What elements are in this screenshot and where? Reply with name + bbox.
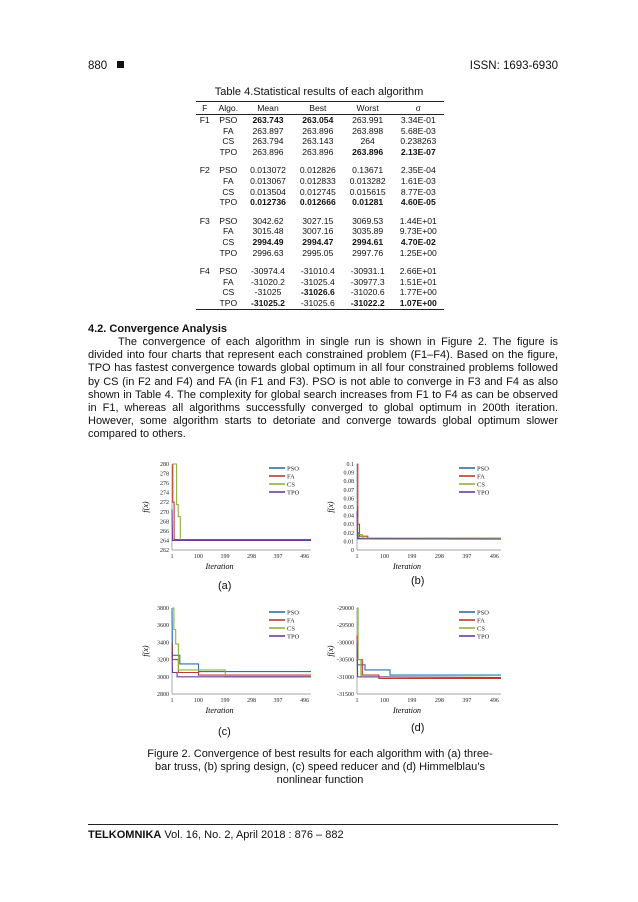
chart-d bbox=[325, 602, 505, 720]
x-axis-label: Iteration bbox=[393, 562, 421, 571]
table-cell: -30974.4 bbox=[251, 266, 285, 277]
y-tick-label: 3600 bbox=[157, 623, 169, 630]
table-cell: 3027.15 bbox=[302, 215, 334, 226]
table-cell: F3 bbox=[199, 215, 210, 226]
journal-info: Vol. 16, No. 2, April 2018 : 876 – 882 bbox=[164, 829, 344, 841]
column-header: Best bbox=[293, 102, 343, 115]
table-cell: 0.013072 bbox=[250, 165, 286, 176]
legend-label: PSO bbox=[287, 609, 299, 617]
y-tick-label: 0.06 bbox=[343, 496, 354, 503]
table-cell: -31020.6 bbox=[350, 287, 385, 298]
legend-label: PSO bbox=[477, 465, 489, 473]
y-tick-label: 268 bbox=[160, 519, 169, 526]
table-cell: 263.743 bbox=[252, 115, 284, 125]
y-tick-label: 0.09 bbox=[343, 470, 354, 477]
table-cell: 2997.76 bbox=[352, 247, 384, 258]
y-tick-label: -30000 bbox=[337, 640, 354, 647]
table-cell: 263.896 bbox=[302, 125, 334, 136]
x-tick-label: 298 bbox=[434, 698, 444, 704]
table-cell: 3035.89 bbox=[352, 226, 384, 237]
table-cell bbox=[196, 187, 214, 198]
y-tick-label: -29500 bbox=[337, 623, 354, 630]
y-tick-label: 266 bbox=[160, 528, 169, 535]
chart-c bbox=[140, 602, 315, 720]
statistics-table bbox=[196, 101, 444, 310]
table-cell: 0.013067 bbox=[250, 175, 286, 186]
x-tick-label: 1 bbox=[355, 698, 359, 704]
table-row bbox=[196, 147, 444, 158]
y-tick-label: -30500 bbox=[337, 657, 354, 664]
table-cell: 263.896 bbox=[302, 146, 334, 157]
series-line-pso bbox=[357, 507, 501, 539]
table-cell: 4.70E-02 bbox=[400, 236, 436, 247]
series-line-pso bbox=[357, 653, 501, 675]
table-cell: 3042.62 bbox=[252, 215, 284, 226]
table-cell: 2.66E+01 bbox=[399, 266, 437, 277]
table-cell: -31020.2 bbox=[251, 276, 285, 287]
table-row bbox=[196, 176, 444, 187]
series-line-cs bbox=[357, 517, 501, 538]
table-cell bbox=[196, 136, 214, 147]
table-cell: 263.794 bbox=[252, 136, 284, 147]
y-tick-label: 262 bbox=[160, 548, 169, 554]
subfigure-label-d: (d) bbox=[411, 722, 425, 734]
table-cell: FA bbox=[223, 125, 234, 136]
y-tick-label: 3000 bbox=[157, 674, 169, 681]
table-cell: -30977.3 bbox=[350, 276, 385, 287]
legend-label: PSO bbox=[287, 465, 299, 473]
legend-label: CS bbox=[477, 625, 485, 633]
chart-a bbox=[140, 458, 315, 576]
table-cell: 263.897 bbox=[252, 125, 284, 136]
table-cell: TPO bbox=[214, 298, 244, 309]
table-cell bbox=[196, 197, 214, 208]
table-cell: TPO bbox=[219, 146, 238, 157]
x-tick-label: 397 bbox=[273, 698, 283, 704]
table-cell bbox=[196, 298, 214, 309]
table-cell: 3.34E-01 bbox=[400, 115, 436, 125]
y-tick-label: -31000 bbox=[337, 674, 354, 681]
table-cell: 2.35E-04 bbox=[400, 165, 436, 176]
square-bullet-icon bbox=[117, 61, 124, 68]
table-cell: 0.01281 bbox=[352, 197, 384, 208]
table-cell: 0.238263 bbox=[400, 136, 437, 147]
figure-caption: Figure 2. Convergence of best results for each algorithm with (a) three-bar truss, (b) spring design, (c) speed reducer and (d) Himmelblau’s nonlinear function bbox=[147, 748, 493, 786]
chart-svg bbox=[325, 602, 505, 720]
x-tick-label: 199 bbox=[220, 554, 230, 560]
y-tick-label: 264 bbox=[160, 538, 169, 545]
table-cell: -31025.4 bbox=[300, 276, 335, 287]
table-cell bbox=[196, 237, 214, 248]
table-cell: 0.012826 bbox=[299, 165, 336, 176]
table-cell: 263.898 bbox=[352, 125, 384, 136]
x-tick-label: 1 bbox=[170, 698, 174, 704]
y-tick-label: 0.02 bbox=[343, 530, 354, 537]
y-tick-label: 3800 bbox=[157, 606, 169, 612]
table-cell: 2.13E-07 bbox=[400, 146, 436, 157]
table-cell: F2 bbox=[199, 165, 210, 176]
table-cell: TPO bbox=[219, 247, 238, 258]
legend-label: TPO bbox=[477, 633, 490, 641]
table-cell: 0.013504 bbox=[250, 186, 286, 197]
chart-b bbox=[325, 458, 505, 576]
table-cell: 3015.48 bbox=[252, 226, 284, 237]
y-tick-label: 0.07 bbox=[343, 487, 354, 494]
journal-name: TELKOMNIKA bbox=[88, 829, 162, 841]
page-footer bbox=[88, 824, 558, 841]
table-cell: CS bbox=[222, 136, 235, 147]
column-header: Worst bbox=[343, 102, 393, 115]
table-cell: 1.25E+00 bbox=[399, 247, 437, 258]
series-line-tpo bbox=[357, 642, 501, 677]
table-caption: Table 4.Statistical results of each algorithm bbox=[214, 86, 424, 98]
group-spacer bbox=[196, 208, 444, 216]
column-header: σ bbox=[393, 102, 444, 115]
x-tick-label: 100 bbox=[194, 698, 204, 704]
table-cell: 0.012833 bbox=[299, 175, 336, 186]
table-row bbox=[196, 226, 444, 237]
table-row bbox=[196, 248, 444, 259]
table-row bbox=[196, 277, 444, 288]
table-cell: FA bbox=[223, 175, 234, 186]
y-tick-label: 280 bbox=[160, 462, 169, 468]
table-cell: PSO bbox=[219, 115, 238, 125]
table-cell: PSO bbox=[219, 215, 238, 226]
table-cell: 0.012745 bbox=[299, 186, 336, 197]
x-axis-label: Iteration bbox=[205, 706, 234, 715]
table-cell: 4.60E-05 bbox=[400, 197, 436, 208]
table-row bbox=[196, 266, 444, 277]
y-tick-label: 276 bbox=[160, 481, 169, 488]
y-tick-label: 3400 bbox=[157, 640, 169, 647]
table-cell: CS bbox=[222, 236, 235, 247]
y-tick-label: 0.05 bbox=[343, 505, 354, 511]
y-tick-label: 0.08 bbox=[343, 479, 354, 486]
table-row bbox=[196, 298, 444, 309]
series-line-fa bbox=[357, 633, 501, 679]
x-tick-label: 100 bbox=[379, 698, 389, 704]
group-spacer bbox=[196, 258, 444, 266]
table-cell: 264 bbox=[360, 136, 375, 147]
table-cell: 0.013282 bbox=[349, 175, 386, 186]
table-row bbox=[196, 197, 444, 208]
x-tick-label: 496 bbox=[300, 698, 310, 704]
table-cell: 3007.16 bbox=[302, 226, 334, 237]
table-cell bbox=[196, 277, 214, 288]
y-tick-label: -31500 bbox=[337, 692, 354, 698]
table-cell bbox=[196, 226, 214, 237]
y-axis-label: f(x) bbox=[141, 501, 150, 513]
subfigure-label-c: (c) bbox=[218, 726, 231, 738]
column-header: Mean bbox=[243, 102, 293, 115]
table-cell: 0.012666 bbox=[299, 197, 336, 208]
x-tick-label: 298 bbox=[247, 698, 257, 704]
x-tick-label: 496 bbox=[300, 554, 310, 560]
table-cell: TPO bbox=[219, 197, 238, 208]
table-cell: 1.51E+01 bbox=[399, 276, 437, 287]
y-axis-label: f(x) bbox=[326, 501, 335, 513]
table-cell: -30931.1 bbox=[350, 266, 385, 277]
legend-label: CS bbox=[287, 625, 295, 633]
x-tick-label: 397 bbox=[462, 698, 472, 704]
table-cell bbox=[196, 287, 214, 298]
table-row bbox=[196, 216, 444, 227]
table-cell: F4 bbox=[199, 266, 210, 277]
issn: ISSN: 1693-6930 bbox=[469, 60, 558, 72]
x-tick-label: 298 bbox=[247, 554, 257, 560]
table-cell: -31025.6 bbox=[293, 298, 343, 309]
y-tick-label: 3200 bbox=[157, 657, 169, 664]
legend-label: CS bbox=[477, 481, 485, 489]
chart-svg bbox=[140, 602, 315, 720]
x-tick-label: 199 bbox=[407, 698, 417, 704]
x-tick-label: 199 bbox=[220, 698, 230, 704]
table-cell: -31010.4 bbox=[300, 266, 335, 277]
table-cell: 9.73E+00 bbox=[399, 226, 437, 237]
table-cell: 1.61E-03 bbox=[400, 175, 436, 186]
table-cell: PSO bbox=[219, 165, 238, 176]
table-cell: CS bbox=[222, 186, 235, 197]
legend-label: FA bbox=[287, 473, 295, 481]
legend-label: FA bbox=[477, 617, 485, 625]
table-cell: -31026.6 bbox=[300, 287, 335, 298]
table-cell: 263.896 bbox=[352, 146, 384, 157]
table-body bbox=[196, 115, 444, 310]
table-cell: 2994.61 bbox=[352, 236, 384, 247]
y-tick-label: 272 bbox=[160, 500, 169, 507]
group-spacer bbox=[196, 157, 444, 165]
table-row bbox=[196, 237, 444, 248]
table-row bbox=[196, 287, 444, 298]
table-cell: 263.054 bbox=[302, 115, 334, 125]
column-header: F bbox=[196, 102, 214, 115]
table-cell bbox=[196, 248, 214, 259]
x-tick-label: 1 bbox=[170, 554, 174, 560]
y-tick-label: 0 bbox=[351, 548, 354, 554]
series-line-tpo bbox=[172, 509, 311, 540]
table-cell bbox=[196, 126, 214, 137]
x-tick-label: 100 bbox=[379, 554, 389, 560]
table-cell: -31025 bbox=[254, 287, 282, 298]
table-cell: 2996.63 bbox=[252, 247, 284, 258]
y-tick-label: 0.04 bbox=[343, 513, 354, 520]
table-cell: 1.07E+00 bbox=[393, 298, 444, 309]
chart-svg bbox=[325, 458, 505, 576]
x-tick-label: 397 bbox=[462, 554, 472, 560]
x-tick-label: 496 bbox=[489, 554, 499, 560]
table-cell: PSO bbox=[219, 266, 238, 277]
x-tick-label: 100 bbox=[194, 554, 204, 560]
y-tick-label: 274 bbox=[160, 490, 169, 497]
table-cell: 0.012736 bbox=[250, 197, 286, 208]
y-tick-label: -29000 bbox=[337, 606, 354, 612]
column-header: Algo. bbox=[214, 102, 244, 115]
table-cell: 263.143 bbox=[302, 136, 334, 147]
table-row bbox=[196, 136, 444, 147]
subfigure-label-b: (b) bbox=[411, 575, 425, 587]
subfigure-label-a: (a) bbox=[218, 580, 232, 592]
table-cell: CS bbox=[222, 287, 235, 298]
table-cell: -31022.2 bbox=[343, 298, 393, 309]
table-cell: 2994.49 bbox=[252, 236, 284, 247]
table-cell: 263.896 bbox=[252, 146, 284, 157]
y-tick-label: 2800 bbox=[157, 692, 169, 698]
legend-label: FA bbox=[287, 617, 295, 625]
x-tick-label: 298 bbox=[434, 554, 444, 560]
legend-label: PSO bbox=[477, 609, 489, 617]
y-axis-label: f(x) bbox=[326, 645, 335, 657]
y-tick-label: 270 bbox=[160, 509, 169, 516]
legend-label: FA bbox=[477, 473, 485, 481]
table-cell: 8.77E-03 bbox=[400, 186, 436, 197]
table-cell: 2995.05 bbox=[302, 247, 334, 258]
table-cell: -31025.2 bbox=[243, 298, 293, 309]
y-tick-label: 0.1 bbox=[346, 462, 354, 468]
chart-svg bbox=[140, 458, 315, 576]
table-row bbox=[196, 115, 444, 126]
table-cell: FA bbox=[223, 276, 234, 287]
table-cell: 1.77E+00 bbox=[399, 287, 437, 298]
legend-label: CS bbox=[287, 481, 295, 489]
table-cell bbox=[196, 147, 214, 158]
legend-label: TPO bbox=[287, 633, 300, 641]
table-cell: 2994.47 bbox=[302, 236, 334, 247]
table-cell: FA bbox=[223, 226, 234, 237]
x-axis-label: Iteration bbox=[393, 706, 421, 715]
section-title: 4.2. Convergence Analysis bbox=[88, 323, 227, 335]
x-axis-label: Iteration bbox=[205, 562, 234, 571]
page-number: 880 bbox=[88, 60, 124, 72]
y-axis-label: f(x) bbox=[141, 645, 150, 657]
table-cell: 5.68E-03 bbox=[400, 125, 436, 136]
x-tick-label: 496 bbox=[489, 698, 499, 704]
section-paragraph: The convergence of each algorithm in single run is shown in Figure 2. The figure is divided into four charts that represent each constrained problem (F1–F4). Based on the figure, TPO has fastest convergence towards global optimum in all four constrained problems followed by CS (in F2 and F4) and FA (in F1 and F3). PSO is not able to converge in F3 and F4 as also shown in Table 4. The complexity for global search increases from F1 to F4 as can be observed in F1, whereas all algorithms successfully converged to global optimum in 200th iteration. However, some algorithm starts to detoriate and converge towards global optimum slower compared to others. bbox=[88, 336, 558, 441]
legend-label: TPO bbox=[477, 489, 490, 497]
table-row bbox=[196, 126, 444, 137]
y-tick-label: 0.03 bbox=[343, 522, 354, 529]
x-tick-label: 397 bbox=[273, 554, 283, 560]
y-tick-label: 0.01 bbox=[343, 539, 354, 546]
x-tick-label: 1 bbox=[355, 554, 359, 560]
y-tick-label: 278 bbox=[160, 471, 169, 478]
table-header-row bbox=[196, 102, 444, 115]
series-line-tpo bbox=[357, 511, 501, 539]
table-cell: F1 bbox=[199, 115, 210, 125]
table-cell: 1.44E+01 bbox=[399, 215, 437, 226]
table-cell: 263.991 bbox=[352, 115, 384, 125]
table-cell: 0.015615 bbox=[349, 186, 386, 197]
legend-label: TPO bbox=[287, 489, 300, 497]
table-cell bbox=[196, 176, 214, 187]
table-cell: 3069.53 bbox=[352, 215, 384, 226]
table-row bbox=[196, 187, 444, 198]
x-tick-label: 199 bbox=[407, 554, 417, 560]
table-row bbox=[196, 165, 444, 176]
table-cell: 0.13671 bbox=[352, 165, 384, 176]
